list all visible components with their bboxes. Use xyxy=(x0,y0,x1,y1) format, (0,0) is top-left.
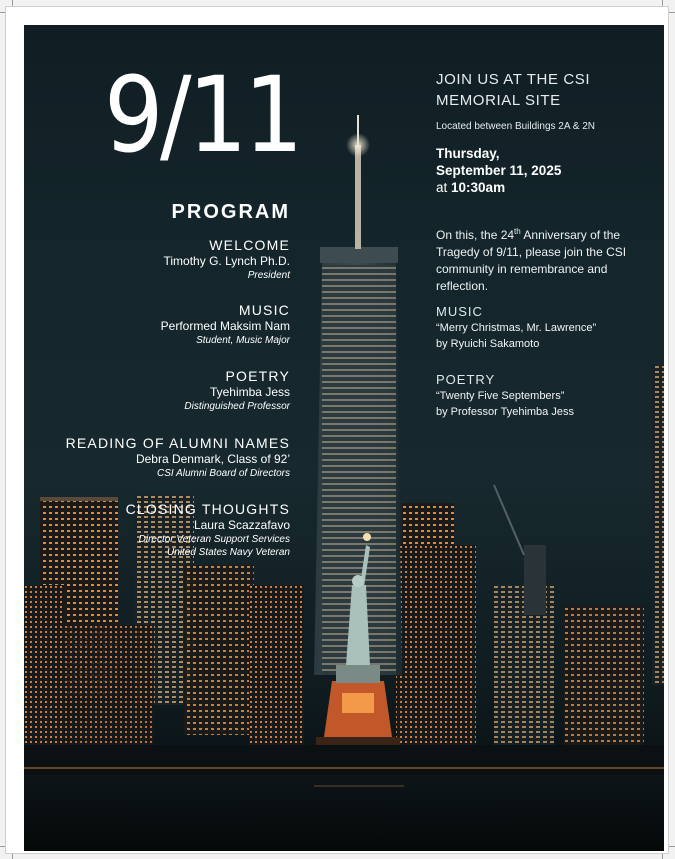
anniversary-sup: th xyxy=(514,227,521,236)
join-us-heading xyxy=(436,69,590,111)
join-line: MEMORIAL SITE xyxy=(436,92,561,109)
detail-line: by Professor Tyehimba Jess xyxy=(436,406,574,418)
event-date-text: September 11, 2025 xyxy=(436,163,562,178)
program-item-title: CLOSING THOUGHTS xyxy=(125,501,290,517)
poster-title: 9/11 xyxy=(104,54,300,176)
event-time: 10:30am xyxy=(451,180,506,195)
program-item-person: Timothy G. Lynch Ph.D. xyxy=(163,254,290,268)
program-item-poetry xyxy=(184,368,290,413)
anniversary-pre: On this, the 24 xyxy=(436,228,515,242)
program-item-alumni-names xyxy=(66,435,290,480)
memorial-poster xyxy=(24,25,664,851)
detail-title: MUSIC xyxy=(436,304,483,319)
detail-title: POETRY xyxy=(436,372,496,387)
program-item-title: MUSIC xyxy=(238,302,290,318)
detail-line: “Twenty Five Septembers” xyxy=(436,390,565,402)
program-item-title: READING OF ALUMNI NAMES xyxy=(65,435,290,451)
location-note: Located between Buildings 2A & 2N xyxy=(436,121,595,132)
program-item-role: President xyxy=(247,270,290,281)
program-heading: PROGRAM xyxy=(171,201,290,223)
detail-music xyxy=(436,303,596,352)
detail-line: by Ryuichi Sakamoto xyxy=(436,338,540,350)
program-item-person: Laura Scazzafavo xyxy=(193,518,290,532)
program-item-title: POETRY xyxy=(225,368,290,384)
program-item-person: Performed Maksim Nam xyxy=(160,319,290,333)
program-item-role: Student, Music Major xyxy=(196,335,290,346)
event-date xyxy=(436,145,561,196)
detail-line: “Merry Christmas, Mr. Lawrence” xyxy=(436,322,597,334)
anniversary-post: Anniversary of the Tragedy of 9/11, please join the CSI community in remembrance and reflection. xyxy=(436,228,627,293)
program-item-person: Tyehimba Jess xyxy=(209,385,290,399)
program-item-title: WELCOME xyxy=(209,237,290,253)
program-item-person: Debra Denmark, Class of 92’ xyxy=(135,452,290,466)
program-item-welcome xyxy=(164,237,291,282)
program-item-music xyxy=(161,302,290,347)
join-line: JOIN US AT THE CSI xyxy=(436,71,591,88)
anniversary-text xyxy=(436,223,636,295)
program-item-role: Director Veteran Support Services xyxy=(138,534,290,545)
program-item-role: United States Navy Veteran xyxy=(166,547,290,558)
program-item-role: CSI Alumni Board of Directors xyxy=(156,468,290,479)
event-day: Thursday, xyxy=(436,146,500,161)
program-item-role: Distinguished Professor xyxy=(184,401,290,412)
document-page xyxy=(5,6,669,854)
detail-poetry xyxy=(436,371,574,420)
time-prefix: at xyxy=(436,180,448,195)
program-item-closing-thoughts xyxy=(126,501,290,559)
